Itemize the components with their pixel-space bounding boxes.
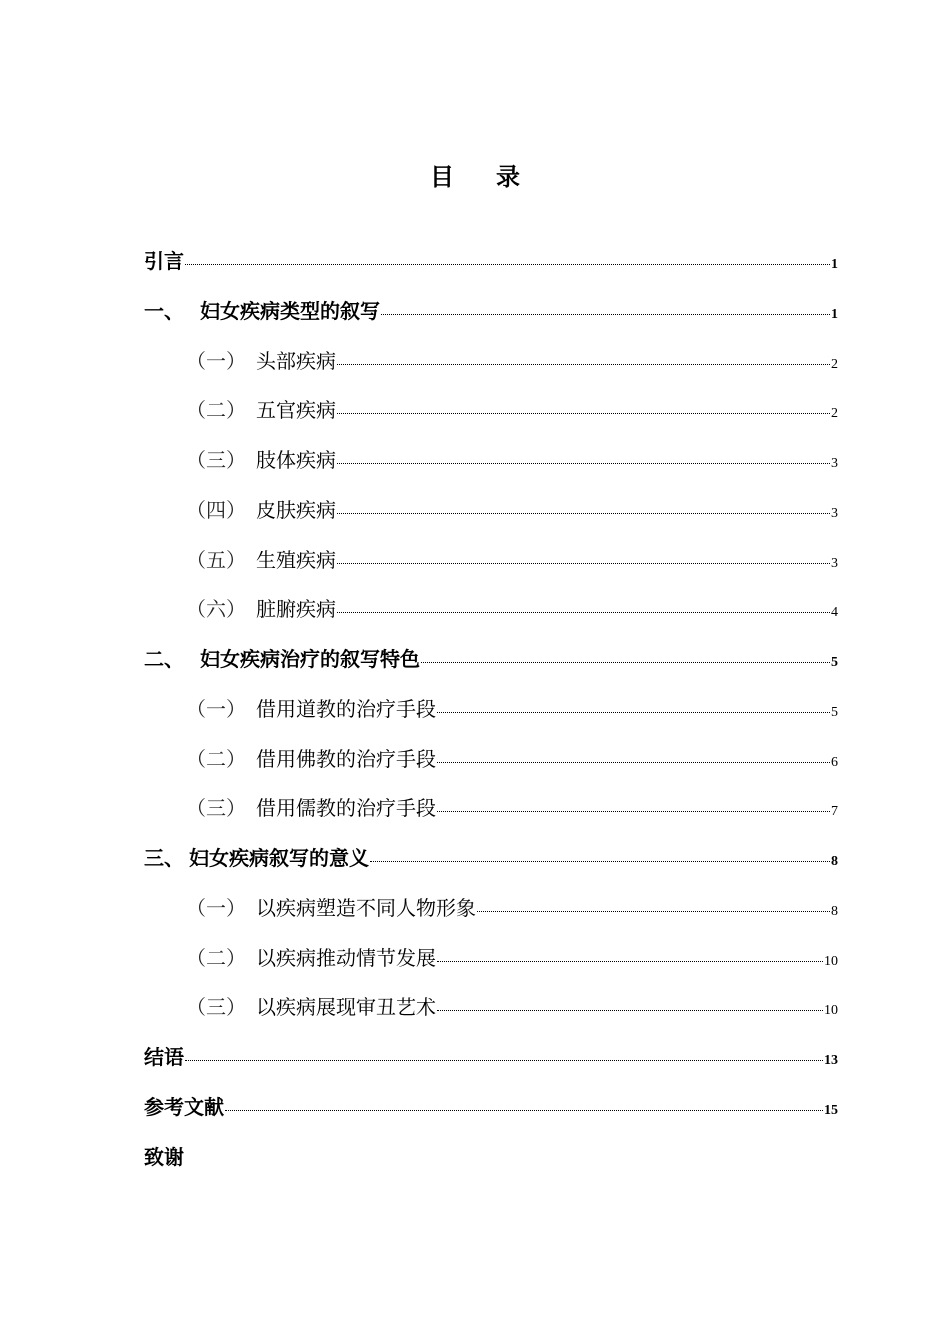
toc-entry-section[interactable] [144, 391, 838, 441]
toc-entry-title: 引言 [144, 249, 184, 273]
toc-entry-chapter[interactable] [144, 640, 838, 690]
toc-page-number: 10 [824, 953, 838, 969]
dot-leader [337, 611, 830, 613]
toc-page-number: 3 [831, 456, 838, 471]
toc-entry-number: （六） [186, 597, 246, 622]
dot-leader [477, 910, 830, 912]
toc-page-number: 15 [824, 1102, 838, 1118]
toc-entry-section[interactable] [144, 889, 838, 939]
toc-entry-number: （二） [186, 746, 246, 771]
toc-page-number: 4 [831, 605, 838, 621]
dot-leader [437, 761, 830, 763]
dot-leader [337, 462, 830, 464]
toc-page-number: 1 [831, 257, 838, 272]
toc-entry-title: 妇女疾病治疗的叙写特色 [200, 647, 420, 671]
toc-entry-number: （一） [186, 696, 246, 721]
toc-entry-section[interactable] [144, 690, 838, 740]
dot-leader [185, 1059, 823, 1061]
toc-page-number: 13 [824, 1053, 838, 1068]
toc-entry-title: 以疾病塑造不同人物形象 [256, 895, 476, 920]
toc-entry-section[interactable] [144, 342, 838, 392]
toc-page-number: 3 [831, 555, 838, 571]
toc-entry-title: 以疾病展现审丑艺术 [256, 995, 436, 1020]
toc-entry-number: （二） [186, 945, 246, 970]
dot-leader [337, 363, 830, 365]
toc-entry-number: （四） [186, 497, 246, 522]
dot-leader [337, 412, 830, 414]
toc-page-number: 7 [831, 804, 838, 820]
toc-entry-section[interactable] [144, 491, 838, 541]
toc-entry-number: （二） [186, 398, 246, 423]
toc-entry-title: 妇女疾病叙写的意义 [189, 846, 369, 870]
dot-leader [421, 661, 830, 663]
dot-leader [437, 960, 823, 962]
toc-entry-number: （三） [186, 448, 246, 472]
toc-entry-title: 生殖疾病 [256, 547, 336, 572]
toc-entry-title: 结语 [144, 1045, 184, 1069]
toc-page-number: 1 [831, 306, 838, 322]
toc-entry-title: 五官疾病 [256, 398, 336, 423]
toc-entry-chapter[interactable] [144, 1138, 838, 1188]
toc-entry-title: 肢体疾病 [256, 448, 336, 472]
dot-leader [370, 860, 830, 862]
toc-page-number: 5 [831, 655, 838, 670]
dot-leader [185, 263, 830, 265]
page-title [0, 158, 950, 196]
toc-entry-title: 致谢 [144, 1144, 184, 1169]
toc-entry-chapter[interactable] [144, 839, 838, 889]
dot-leader [337, 562, 830, 564]
title-char-1: 目 [430, 163, 454, 191]
dot-leader [337, 512, 830, 514]
toc-entry-number: 三、 [144, 846, 184, 870]
toc-entry-number: 二、 [144, 647, 184, 671]
toc-entry-title: 借用佛教的治疗手段 [256, 746, 436, 771]
toc-page-number: 2 [831, 406, 838, 422]
dot-leader [437, 1009, 823, 1011]
toc-page-number: 10 [824, 1003, 838, 1019]
toc-entry-section[interactable] [144, 988, 838, 1038]
toc-page-number: 2 [831, 356, 838, 372]
toc-page-number: 8 [831, 903, 838, 919]
table-of-contents [144, 242, 838, 1187]
toc-page-number: 8 [831, 854, 838, 869]
toc-entry-number: （三） [186, 995, 246, 1020]
toc-entry-title: 脏腑疾病 [256, 597, 336, 622]
toc-entry-title: 皮肤疾病 [256, 497, 336, 522]
toc-page-number: 3 [831, 505, 838, 521]
toc-entry-chapter[interactable] [144, 1038, 838, 1088]
toc-entry-section[interactable] [144, 740, 838, 790]
toc-entry-section[interactable] [144, 590, 838, 640]
toc-entry-number: （三） [186, 796, 246, 821]
toc-entry-number: 一、 [144, 298, 184, 323]
toc-page-number: 5 [831, 704, 838, 720]
toc-entry-title: 借用道教的治疗手段 [256, 696, 436, 721]
toc-entry-title: 参考文献 [144, 1094, 224, 1119]
dot-leader [437, 810, 830, 812]
toc-entry-title: 头部疾病 [256, 348, 336, 373]
dot-leader [437, 711, 830, 713]
toc-entry-chapter[interactable] [144, 292, 838, 342]
toc-entry-number: （五） [186, 547, 246, 572]
toc-entry-chapter[interactable] [144, 1088, 838, 1138]
toc-entry-section[interactable] [144, 441, 838, 491]
toc-entry-title: 以疾病推动情节发展 [256, 945, 436, 970]
toc-entry-title: 借用儒教的治疗手段 [256, 796, 436, 821]
toc-entry-section[interactable] [144, 789, 838, 839]
title-char-2: 录 [496, 163, 520, 191]
toc-entry-number: （一） [186, 895, 246, 920]
dot-leader [381, 313, 830, 315]
toc-entry-chapter[interactable] [144, 242, 838, 292]
toc-entry-number: （一） [186, 348, 246, 373]
toc-entry-section[interactable] [144, 939, 838, 989]
dot-leader [225, 1109, 823, 1111]
toc-entry-section[interactable] [144, 541, 838, 591]
toc-entry-title: 妇女疾病类型的叙写 [200, 298, 380, 323]
toc-page-number: 6 [831, 754, 838, 770]
